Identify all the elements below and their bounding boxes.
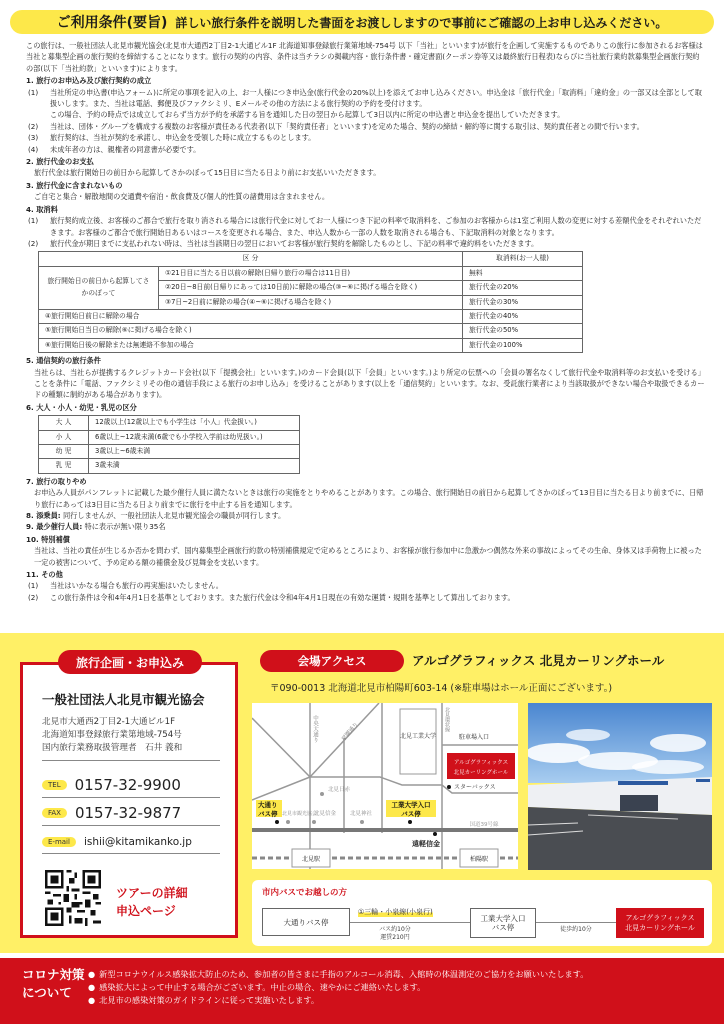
jinja-label: 北見神社 [350,811,373,817]
nisseki-dot [320,792,324,796]
qr-label: ツアーの詳細 申込ページ [116,886,188,918]
venue-name: アルゴグラフィックス 北見カーリングホール [412,653,665,668]
table-row [39,338,583,352]
tel-label: TEL [42,780,67,790]
venue-marker-label: アルゴグラフィックス [453,760,509,766]
row-fee: 旅行代金の40% [463,309,583,323]
route-line [350,922,420,923]
table-header-row [39,252,583,266]
bus-stop-from: 大通りバス停 [262,908,350,936]
route39-label: 国道39号線 [469,822,499,828]
road-gakuen-label: 学園通り [340,721,360,743]
kankokyokai-label: 北見市観光協会 [282,811,318,817]
section-body: 当社は、当社の責任が生じるか否かを問わず、国内募集型企画旅行約款の特別補償規定で定めるところにより、お客様が旅行参加中に急激かつ偶然な外来の事故によってその生命、身体又は手荷物上に被った一定の被害について、予め定める額の補償金及び見舞金を支払います。 [34,546,702,567]
age-value: 12歳以上(12歳以上でも小学生は「小人」代金扱い。) [89,416,300,430]
email-row [42,830,220,854]
table-row [39,416,300,430]
apply-tab: 旅行企画・お申込み [58,650,202,674]
header-category: 区 分 [39,252,463,266]
section-heading: 2. 旅行代金のお支払 [26,157,94,167]
venue-address: 〒090-0013 北海道北見市柏陽町603-14 (※駐車場はホール正面にございます。) [270,683,613,694]
row-fee: 無料 [463,266,583,280]
clause: (2) 当社は、団体・グループを構成する複数のお客様が責任ある代表者(以下「契約責任者」といいます)を定めた場合、契約の締結・解約等に関する取引は、契約責任者との間で行います。 [28,121,644,131]
row-fee: 旅行代金の100% [463,338,583,352]
row-fee: 旅行代金の50% [463,324,583,338]
age-category-table [38,415,300,474]
route-line [536,922,616,923]
clause: (4) 未成年者の方は、親権者の同意書が必要です。 [28,144,201,154]
section-heading: 3. 旅行代金に含まれないもの [26,180,123,190]
row-label: ④旅行開始日前日に解除の場合 [39,309,463,323]
row-label: ①21日目に当たる日以前の解除(日帰り旅行の場合は11日目) [159,266,463,280]
engei-label: 遠軽信金 [412,840,440,848]
busstop2-label: 工業大学入口 [391,801,431,809]
building-sign [618,781,668,785]
clause: この場合、予約の時点では成立しておらず当方が予約を承諾する旨を通知した日の翌日から起算して3日以内に所定の申込書と申込金を提出していただきます。 [50,110,565,120]
corona-list [88,968,588,1007]
corona-title: コロナ対策 について [22,967,85,1000]
fax-row [42,800,220,826]
walk-info: 徒歩約10分 [560,926,592,933]
age-key: 小 人 [39,430,89,444]
banner-title: ご利用条件(要旨) [56,15,168,31]
road-chuo-label: 中央大通り [312,715,318,743]
section-body: 旅行代金は旅行開始日の前日から起算してさかのぼって15日目に当たる日より前にお支払いいただきます。 [34,168,381,178]
clause: (1) 当社所定の申込書(申込フォーム)に所定の事項を記入の上、お一人様につき申込金(旅行代金の20%以上)を添えてお申し込みください。申込金は「旅行代金」「取消料」「違約金」の一部又は全部として取扱いします。また、当社は電話、郵便及びファクシミリ、Eメールその他の方法による旅行契約の予約を受付けます。 [28,87,702,109]
terms-banner [10,10,714,34]
age-key: 乳 児 [39,459,89,473]
table-row [39,445,300,459]
busstop1-label: バス停 [258,810,278,818]
qr-code-icon[interactable] [45,870,101,926]
age-value: 6歳以上~12歳未満(6歳でも小学校入学前は幼児扱い。) [89,430,300,444]
corona-item: ● 新型コロナウイルス感染拡大防止のため、参加者の皆さまに手指のアルコール消毒、入館時の体温測定のご協力をお願いいたします。 [88,968,588,981]
section-heading: 1. 旅行のお申込み及び旅行契約の成立 [26,76,152,86]
university-label: 北見工業大学 [399,733,437,740]
university-building [400,709,436,774]
row-label: ⑥旅行開始日後の解除または無連絡不参加の場合 [39,338,463,352]
header-fee: 取消料(お一人様) [463,252,583,266]
fax-label: FAX [42,808,67,818]
table-row [39,309,583,323]
clause: (1) 当社はいかなる場合も旅行の再実施はいたしません。 [28,581,223,591]
section-inline: 9. 最少催行人員: 特に表示が無い限り35名 [26,522,166,532]
station2-label: 柏陽駅 [469,856,489,863]
corona-item: ● 感染拡大によって中止する場合がございます。中止の場合、速やかにご連絡いたします。 [88,981,588,994]
building-entrance [620,795,658,811]
row-label: ⑤旅行開始日当日の解除(⑥に掲げる場合を除く) [39,324,463,338]
starbucks-dot [447,785,451,789]
tel-row [42,772,220,798]
age-key: 幼 児 [39,445,89,459]
tel-number[interactable]: 0157-32-9900 [74,775,181,794]
section-inline: 8. 添乗員: 同行しませんが、一般社団法人北見市観光協会の職員が同行します。 [26,511,286,521]
cloud [650,734,706,752]
section-heading: 10. 特別補償 [26,534,70,544]
terms-intro: この旅行は、一般社団法人北見市観光協会(北見市大通西2丁目2-1大通ビル1F 北海道知事登録旅行業第地域-754号 以下「当社」といいます)が旅行を企画して実施するものでありこの旅行に参加されるお客様は当社と募集型企画の旅行契約を締結することになります。旅行の契約の内容、条件は当チラシの掲載内容・旅行条件書・確定書面(クーポン券等又は最終旅行日程表)ならびに当社旅行業約款募集型企画旅行契約の部(以下「当社約款」といいます)によります。 [26,41,703,73]
age-value: 3歳以上~6歳未満 [89,445,300,459]
access-tab: 会場アクセス [260,650,404,672]
nisseki-label: 北見日赤 [328,787,351,793]
cloud [632,760,704,774]
venue-photo [528,703,712,870]
cloud [566,729,610,741]
group-label: 旅行開始日の前日から起算してさかのぼって [39,266,159,309]
bus-stop-mid: 工業大学入口 バス停 [470,908,536,938]
building-sign [696,779,710,782]
parking-label: 駐車場入口 [458,734,490,741]
route-line [420,922,470,923]
cancellation-fee-table [38,251,583,353]
age-value: 3歳未満 [89,459,300,473]
section-heading: 7. 旅行の取りやめ [26,476,87,486]
table-row [39,266,583,280]
section-heading: 6. 大人・小人・幼児・乳児の区分 [26,402,137,412]
section-body: 当社らは、当社らが提携するクレジットカード会社(以下「提携会社」といいます。)のカード会員(以下「会員」といいます。)より所定の伝票への「会員の署名なくして旅行代金や取消料等のお支払いを受ける」ことを条件に「電話、ファクシミリその他の通信手段による旅行のお申し込み」を受けることがあります(以上を「通信契約」といいます。なお、受託旅行業者により当該取扱ができない場合や取扱できるカードの種類に制約がある場合があります)。 [34,367,705,400]
station1-label: 北見駅 [301,856,321,863]
row-label: ②20日~8日前(日帰りにあっては10日前)に解除の場合(③~⑥に掲げる場合を除く) [159,281,463,295]
busstop1-label: 大通り [258,801,278,809]
age-key: 大 人 [39,416,89,430]
busstop2-dot [408,820,412,824]
poi-dot [286,820,290,824]
road-bypass-label: 北見環状線 [444,707,450,732]
bus-destination: アルゴグラフィックス 北見カーリングホール [616,908,704,938]
row-fee: 旅行代金の30% [463,295,583,309]
bus-ride-info: バス約10分 運賃210円 [379,926,411,941]
poi-dot [360,820,364,824]
shinkin-label: 北見信金 [314,811,337,817]
starbucks-label: スターバックス [454,784,496,791]
clause: (3) 旅行契約は、当社が契約を承諾し、申込金を受領した時に成立するものとします。 [28,133,316,143]
section-heading: 4. 取消料 [26,204,58,214]
section-heading: 5. 通信契約の旅行条件 [26,356,101,366]
clause: (2) この旅行条件は令和4年4月1日を基準としております。また旅行代金は令和4年4月1日現在の有効な運賃・規則を基準として算出しております。 [28,592,515,602]
clause: (1) 旅行契約成立後、お客様のご都合で旅行を取り消される場合には旅行代金に対してお一人様につき下記の料率で取消料を、ご参加のお客様からは1室ご利用人数の変更に対する差額代金をそれぞれいただきます。お客様のご都合で旅行開始日あるいはコースを変更される場合、また、申込人数から一部の人数を取消される場合も、下記取消料の対象となります。 [28,216,702,237]
bus-route-name: ①三輪・小泉線(小泉行) [358,908,433,916]
table-row [39,459,300,473]
terms-body [26,40,706,603]
email-address[interactable]: ishii@kitamikanko.jp [83,835,192,848]
section-heading: 11. その他 [26,570,63,580]
banner-subtitle: 詳しい旅行条件を説明した書面をお渡ししますので事前にご確認の上お申し込みください。 [175,15,668,30]
organizer-name: 一般社団法人北見市観光協会 [42,692,205,707]
row-fee: 旅行代金の20% [463,281,583,295]
row-label: ③7日~2日前に解除の場合(④~⑥に掲げる場合を除く) [159,295,463,309]
poi-dot [312,820,316,824]
organizer-address: 北見市大通西2丁目2-1大通ビル1F 北海道知事登録旅行業第地域-754号 国内旅行業務取扱管理者 石井 義和 [42,717,183,753]
email-label: E-mail [42,837,76,847]
section-body: ご自宅と集合・解散地間の交通費や宿泊・飲食費及び個人的性質の諸費用は含まれません。 [34,192,330,202]
corona-item: ● 北見市の感染対策のガイドラインに従って実施いたします。 [88,994,588,1007]
table-row [39,324,583,338]
busstop1-dot [275,820,279,824]
section-body: お申込み人員がパンフレットに記載した最少催行人員に満たないときは旅行の実施をとりやめることがあります。この場合、旅行開始日の前日から起算してさかのぼって13日目に当たる日より前までに、日帰り旅行にあっては3日目に当たる日より前までに旅行を中止する旨を通知します。 [34,488,704,509]
engei-dot [433,832,437,836]
clause: (2) 旅行代金が期日までに支払われない時は、当社は当該期日の翌日においてお客様が旅行契約を解除したものとし、下記の料率で違約料をいただきます。 [28,238,539,248]
busstop2-label: バス停 [401,810,421,818]
table-row [39,430,300,444]
venue-marker-label: 北見カーリングホール [453,770,509,776]
bus-title: 市内バスでお越しの方 [262,888,348,898]
divider [42,760,220,761]
access-map [252,703,518,869]
fax-number: 0157-32-9877 [74,803,182,822]
